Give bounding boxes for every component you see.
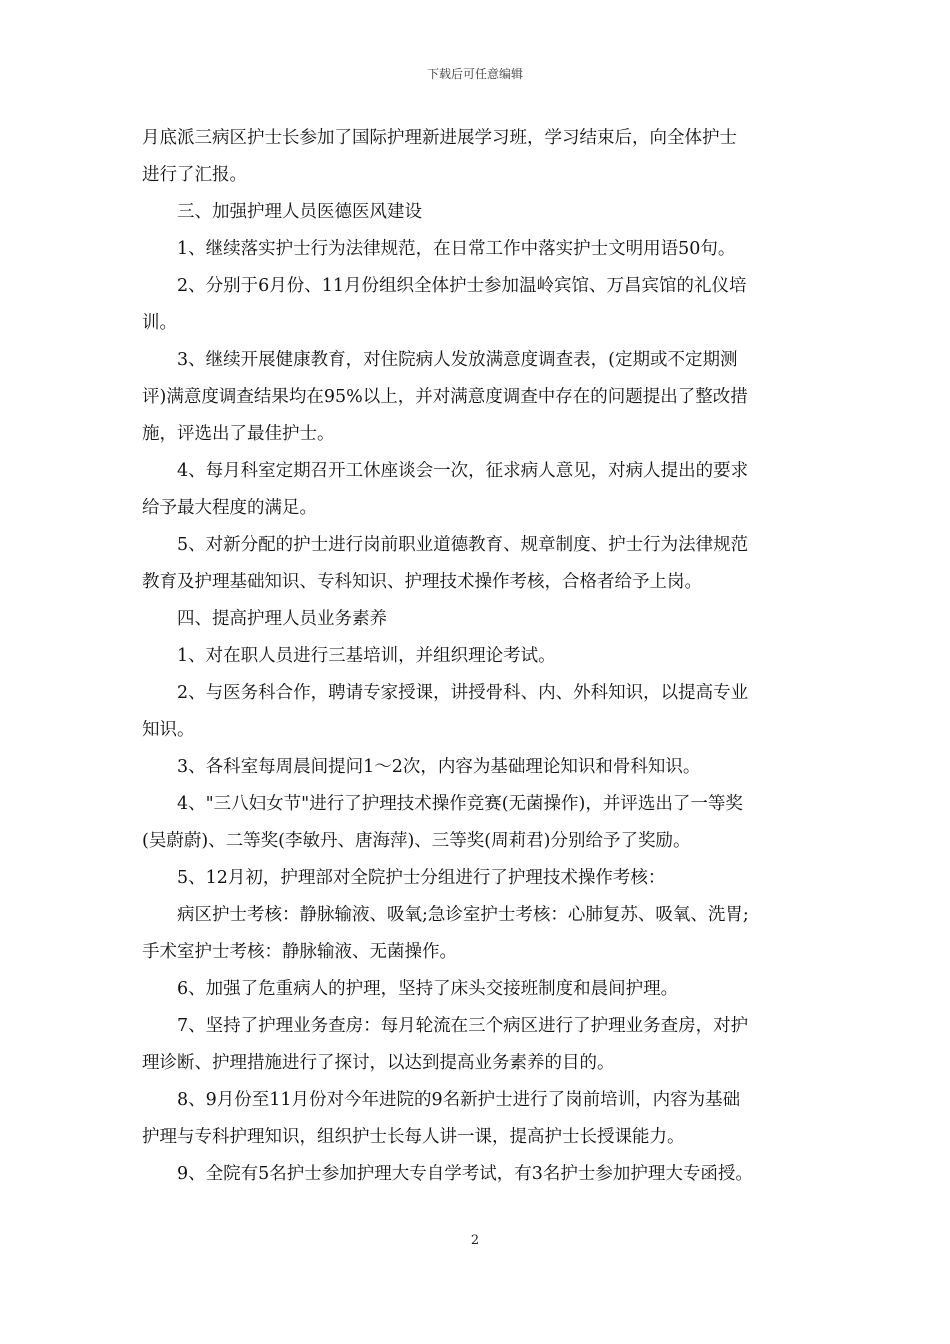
text-line: 2、分别于6月份、11月份组织全体护士参加温岭宾馆、万昌宾馆的礼仪培 (177, 276, 747, 296)
text-line: 训。 (142, 313, 177, 333)
text-line: 5、12月初，护理部对全院护士分组进行了护理技术操作考核： (177, 868, 666, 888)
text-line: 病区护士考核：静脉输液、吸氧;急诊室护士考核：心肺复苏、吸氧、洗胃; (177, 905, 749, 925)
text-line: 理诊断、护理措施进行了探讨，以达到提高业务素养的目的。 (142, 1053, 615, 1073)
text-line: 6、加强了危重病人的护理，坚持了床头交接班制度和晨间护理。 (177, 979, 679, 999)
text-line: 月底派三病区护士长参加了国际护理新进展学习班，学习结束后，向全体护士 (142, 128, 737, 148)
document-body (142, 120, 814, 1193)
text-line: 知识。 (142, 720, 195, 740)
text-line: 3、各科室每周晨间提问1～2次，内容为基础理论知识和骨科知识。 (177, 757, 701, 777)
text-line: 教育及护理基础知识、专科知识、护理技术操作考核，合格者给予上岗。 (142, 572, 702, 592)
text-line: 给予最大程度的满足。 (142, 498, 317, 518)
text-line: 5、对新分配的护士进行岗前职业道德教育、规章制度、护士行为法律规范 (177, 535, 749, 555)
text-line: 1、继续落实护士行为法律规范，在日常工作中落实护士文明用语50句。 (177, 239, 736, 259)
text-line: 8、9月份至11月份对今年进院的9名新护士进行了岗前培训，内容为基础 (177, 1090, 741, 1110)
text-line: 4、"三八妇女节"进行了护理技术操作竞赛(无菌操作)，并评选出了一等奖 (177, 794, 743, 814)
text-line: 1、对在职人员进行三基培训，并组织理论考试。 (177, 646, 556, 666)
section-heading: 三、加强护理人员医德医风建设 (177, 202, 422, 222)
text-line: 2、与医务科合作，聘请专家授课，讲授骨科、内、外科知识，以提高专业 (177, 683, 749, 703)
text-line: 7、坚持了护理业务查房：每月轮流在三个病区进行了护理业务查房，对护 (177, 1016, 749, 1036)
section-heading: 四、提高护理人员业务素养 (177, 609, 387, 629)
text-line: 评)满意度调查结果均在95%以上，并对满意度调查中存在的问题提出了整改措 (142, 387, 748, 407)
text-line: 4、每月科室定期召开工休座谈会一次，征求病人意见，对病人提出的要求 (177, 461, 749, 481)
text-line: 进行了汇报。 (142, 165, 247, 185)
page-number: 2 (470, 1233, 480, 1248)
text-line: 3、继续开展健康教育，对住院病人发放满意度调查表，(定期或不定期测 (177, 350, 738, 370)
text-line: 施，评选出了最佳护士。 (142, 424, 335, 444)
text-line: 9、全院有5名护士参加护理大专自学考试，有3名护士参加护理大专函授。 (177, 1164, 753, 1184)
page-header: 下载后可任意编辑 (426, 67, 523, 81)
text-line: 手术室护士考核：静脉输液、无菌操作。 (142, 942, 457, 962)
text-line: (吴蔚蔚)、二等奖(李敏丹、唐海萍)、三等奖(周莉君)分别给予了奖励。 (142, 831, 691, 851)
text-line: 护理与专科护理知识，组织护士长每人讲一课，提高护士长授课能力。 (142, 1127, 685, 1147)
